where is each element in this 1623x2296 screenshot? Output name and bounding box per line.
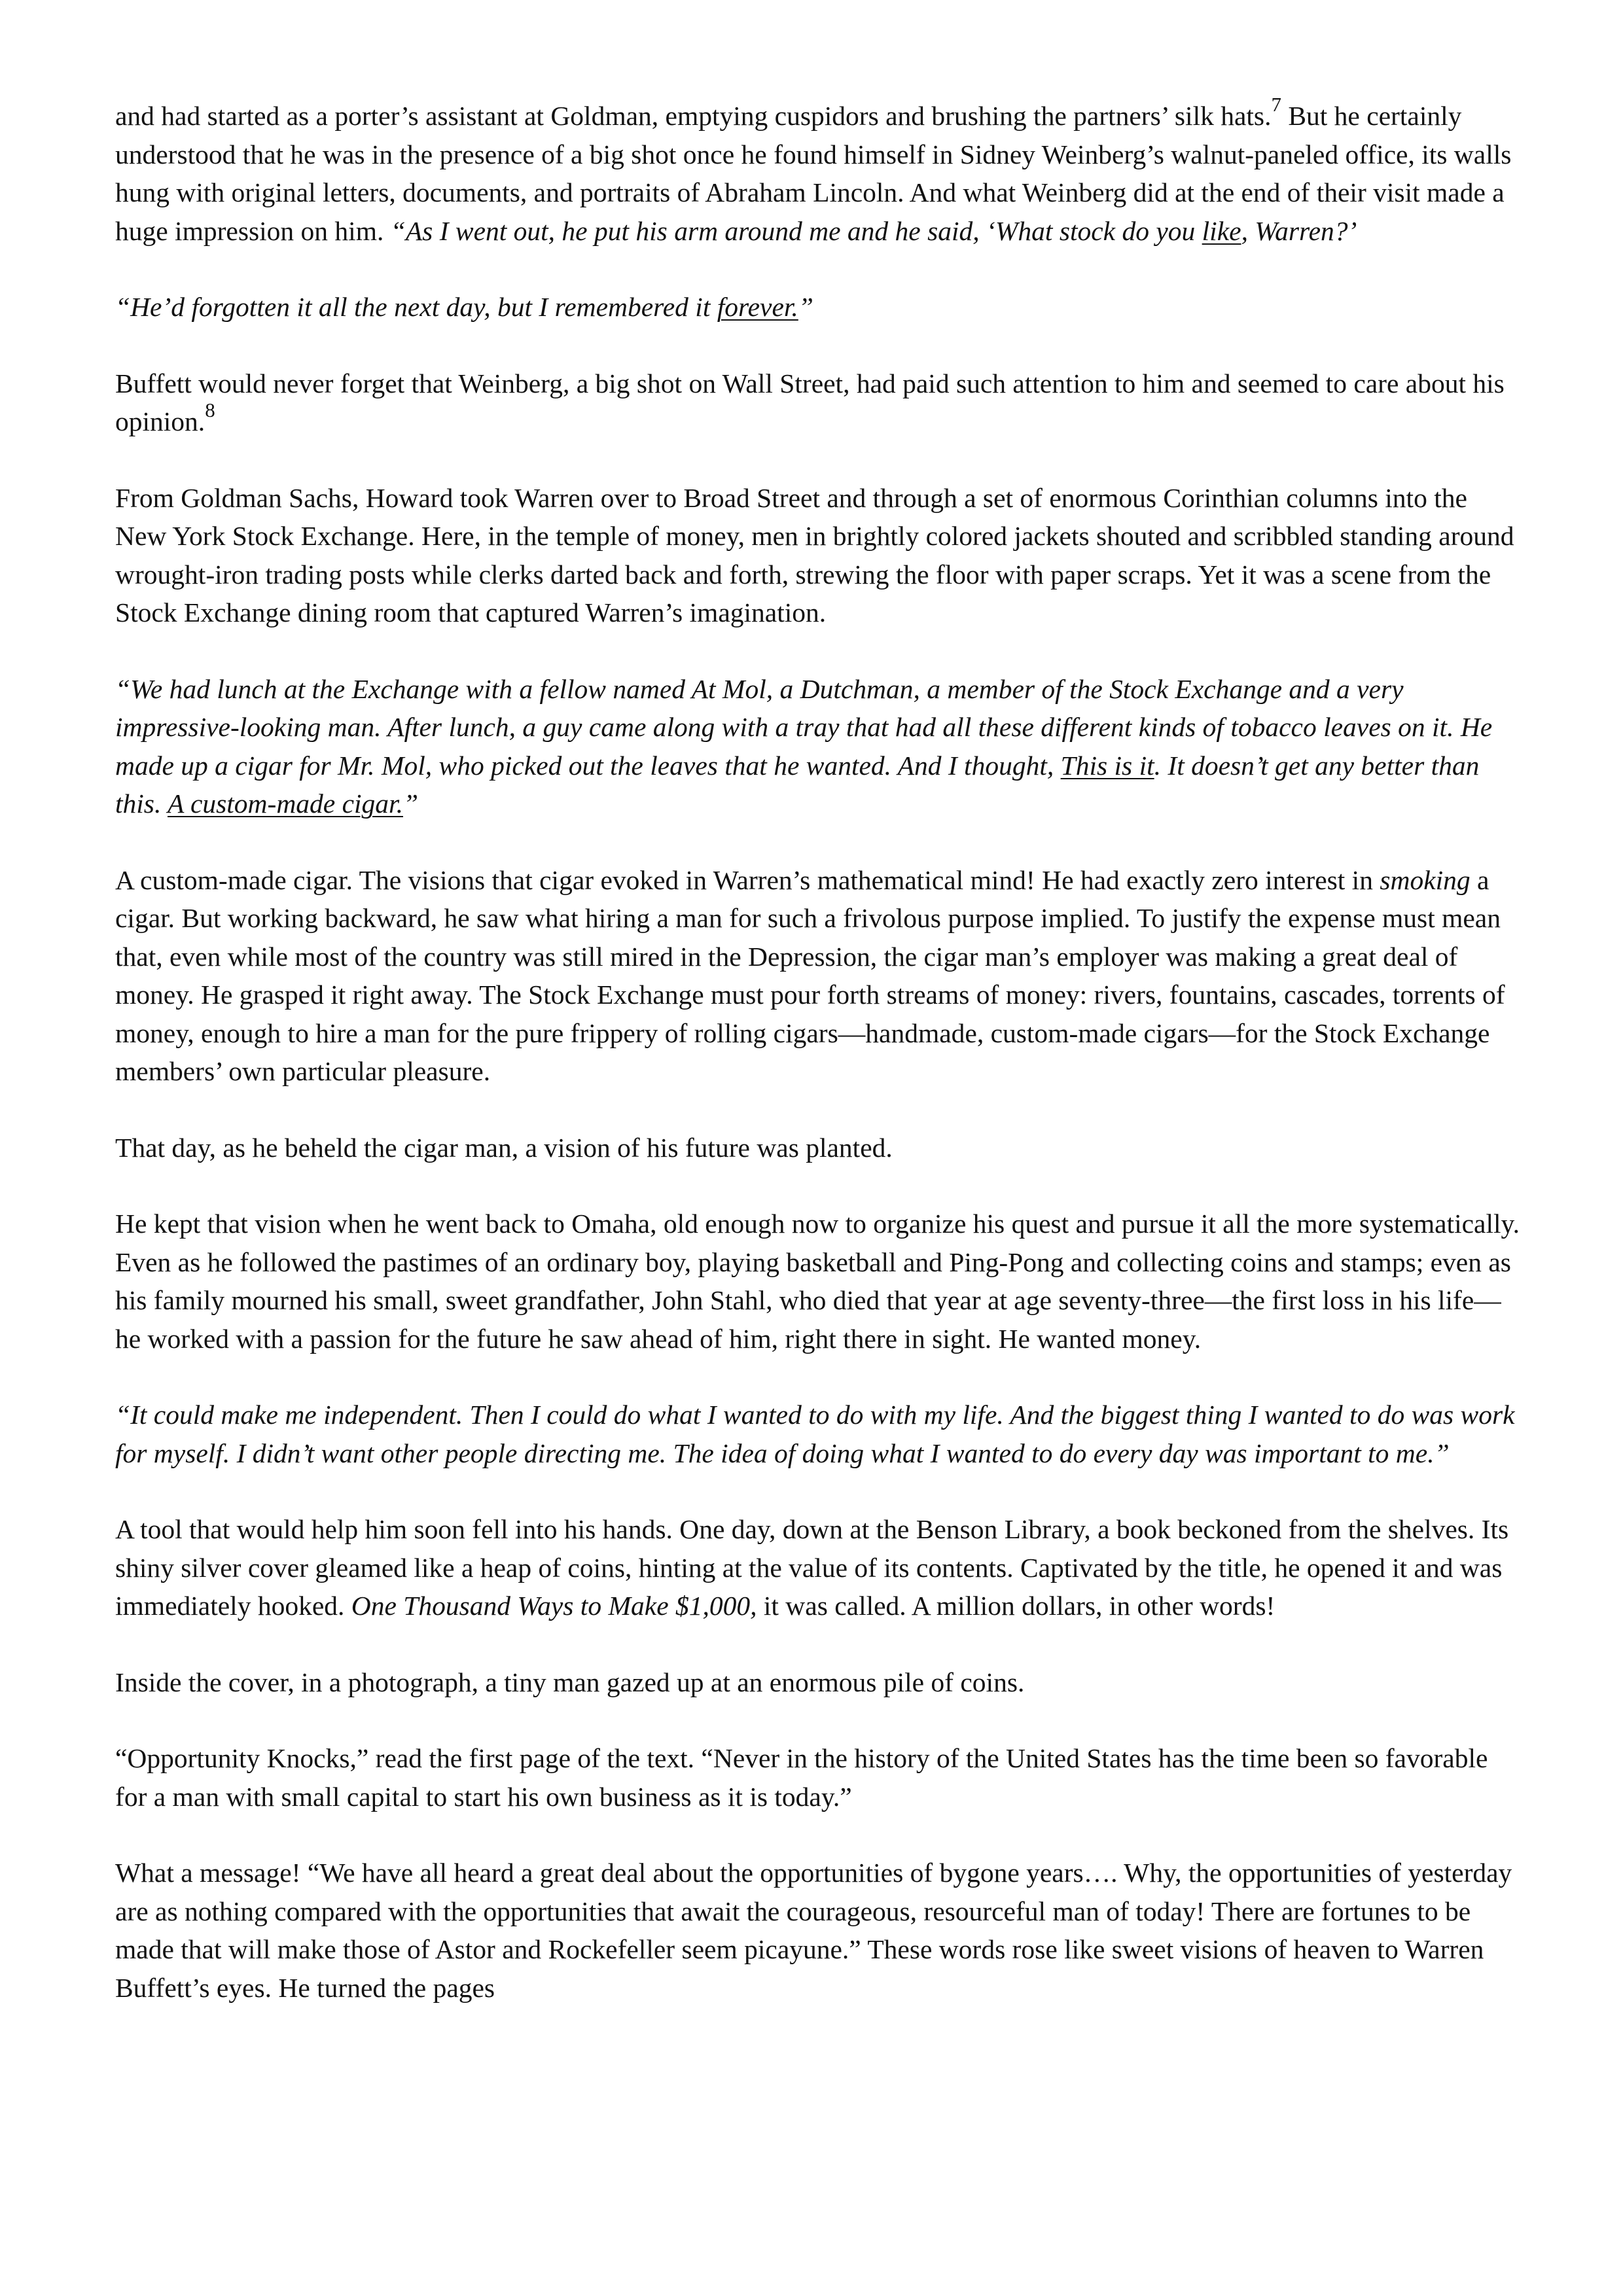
text-run: That day, as he beheld the cigar man, a vision of his future was planted. <box>115 1132 893 1163</box>
underlined-text: A custom-made cigar. <box>167 788 403 819</box>
footnote-marker: 7 <box>1271 93 1281 116</box>
quote-paragraph <box>115 1396 1522 1472</box>
body-paragraph <box>115 1854 1522 2007</box>
text-run: Buffett would never forget that Weinberg, a big shot on Wall Street, had paid such attention to him and seemed to care about his opinion. <box>115 368 1505 436</box>
body-paragraph <box>115 1129 1522 1167</box>
body-paragraph <box>115 1739 1522 1816</box>
body-paragraph <box>115 861 1522 1091</box>
quote-paragraph <box>115 288 1522 327</box>
text-run: it was called. A million dollars, in other words! <box>757 1591 1275 1621</box>
body-paragraph <box>115 1663 1522 1702</box>
text-run: a cigar. But working backward, he saw what hiring a man for such a frivolous purpose implied. To justify the expense must mean that, even while most of the country was still mired in the Depression, the cigar man’s employer was making a great deal of money. He grasped it right away. The Stock Exchange must pour forth streams of money: rivers, fountains, cascades, torrents of money, enough to hire a man for the pure frippery of rolling cigars—handmade, custom-made cigars—for the Stock Exchange members’ own particular pleasure. <box>115 864 1505 1086</box>
italic-text: , Warren?’ <box>1241 215 1357 246</box>
text-run: Inside the cover, in a photograph, a tiny man gazed up at an enormous pile of coins. <box>115 1667 1025 1697</box>
text-run: He kept that vision when he went back to Omaha, old enough now to organize his quest and pursue it all the more systematically. Even as he followed the pastimes of an ordinary boy, playing basketball and Ping-Pong and collecting coins and stamps; even as his family mourned his small, sweet grandfather, John Stahl, who died that year at age seventy-three—the first loss in his life—he worked with a passion for the future he saw ahead of him, right there in sight. He wanted money. <box>115 1209 1520 1354</box>
text-run: From Goldman Sachs, Howard took Warren over to Broad Street and through a set of enormous Corinthian columns into the New York Stock Exchange. Here, in the temple of money, men in brightly colored jackets shouted and scribbled standing around wrought-iron trading posts while clerks darted back and forth, strewing the floor with paper scraps. Yet it was a scene from the Stock Exchange dining room that captured Warren’s imagination. <box>115 482 1514 627</box>
text-run: and had started as a porter’s assistant at Goldman, emptying cuspidors and brushing the partners’ silk hats. <box>115 101 1272 131</box>
text-run: ” <box>402 788 419 819</box>
text-run: “It could make me independent. Then I could do what I wanted to do with my life. And the biggest thing I wanted to do was work for myself. I didn’t want other people directing me. The idea of doing what I wanted to do every day was important to me.” <box>115 1400 1515 1468</box>
body-paragraph <box>115 93 1522 250</box>
body-paragraph <box>115 1205 1522 1358</box>
italic-text: One Thousand Ways to Make $1,000, <box>351 1591 757 1621</box>
text-run: “We had lunch at the Exchange with a fellow named At Mol, a Dutchman, a member of the Stock Exchange and a very impressive-looking man. After lunch, a guy came along with a tray that had all these different kinds of tobacco leaves on it. He made up a cigar for Mr. Mol, who picked out the leaves that he wanted. And I thought, <box>115 673 1493 781</box>
text-run: What a message! “We have all heard a great deal about the opportunities of bygone years…. Why, the opportunities of yesterday are as nothing compared with the opportunities that await the courageous, resourceful man of today! There are fortunes to be made that will make those of Astor and Rockefeller seem picayune.” These words rose like sweet visions of heaven to Warren Buffett’s eyes. He turned the pages <box>115 1858 1512 2003</box>
text-run: . It doesn’t get any better than this. <box>115 750 1480 819</box>
document-page <box>115 93 1522 2045</box>
italic-text: “As I went out, he put his arm around me and he said, ‘What stock do you <box>390 215 1202 246</box>
text-run: “Opportunity Knocks,” read the first page of the text. “Never in the history of the United States has the time been so favorable for a man with small capital to start his own business as it is today.” <box>115 1743 1488 1812</box>
body-paragraph <box>115 1510 1522 1625</box>
body-paragraph <box>115 364 1522 441</box>
underlined-text: This is it <box>1060 750 1154 781</box>
underlined-text: like <box>1202 215 1241 246</box>
quote-paragraph <box>115 670 1522 823</box>
text-run: A tool that would help him soon fell into his hands. One day, down at the Benson Library, a book beckoned from the shelves. Its shiny silver cover gleamed like a heap of coins, hinting at the value of its contents. Captivated by the title, he opened it and was immediately hooked. <box>115 1514 1509 1621</box>
text-run: But he certainly understood that he was in the presence of a big shot once he found himself in Sidney Weinberg’s walnut-paneled office, its walls hung with original letters, documents, and portraits of Abraham Lincoln. And what Weinberg did at the end of their visit made a huge impression on him. <box>115 101 1512 246</box>
italic-text: smoking <box>1380 864 1471 895</box>
body-paragraph <box>115 479 1522 632</box>
text-run: “He’d forgotten it all the next day, but I remembered it <box>115 292 717 322</box>
text-run: A custom-made cigar. The visions that cigar evoked in Warren’s mathematical mind! He had exactly zero interest in <box>115 864 1380 895</box>
text-run: ” <box>798 292 813 322</box>
underlined-text: forever. <box>717 292 798 322</box>
footnote-marker: 8 <box>205 398 215 422</box>
